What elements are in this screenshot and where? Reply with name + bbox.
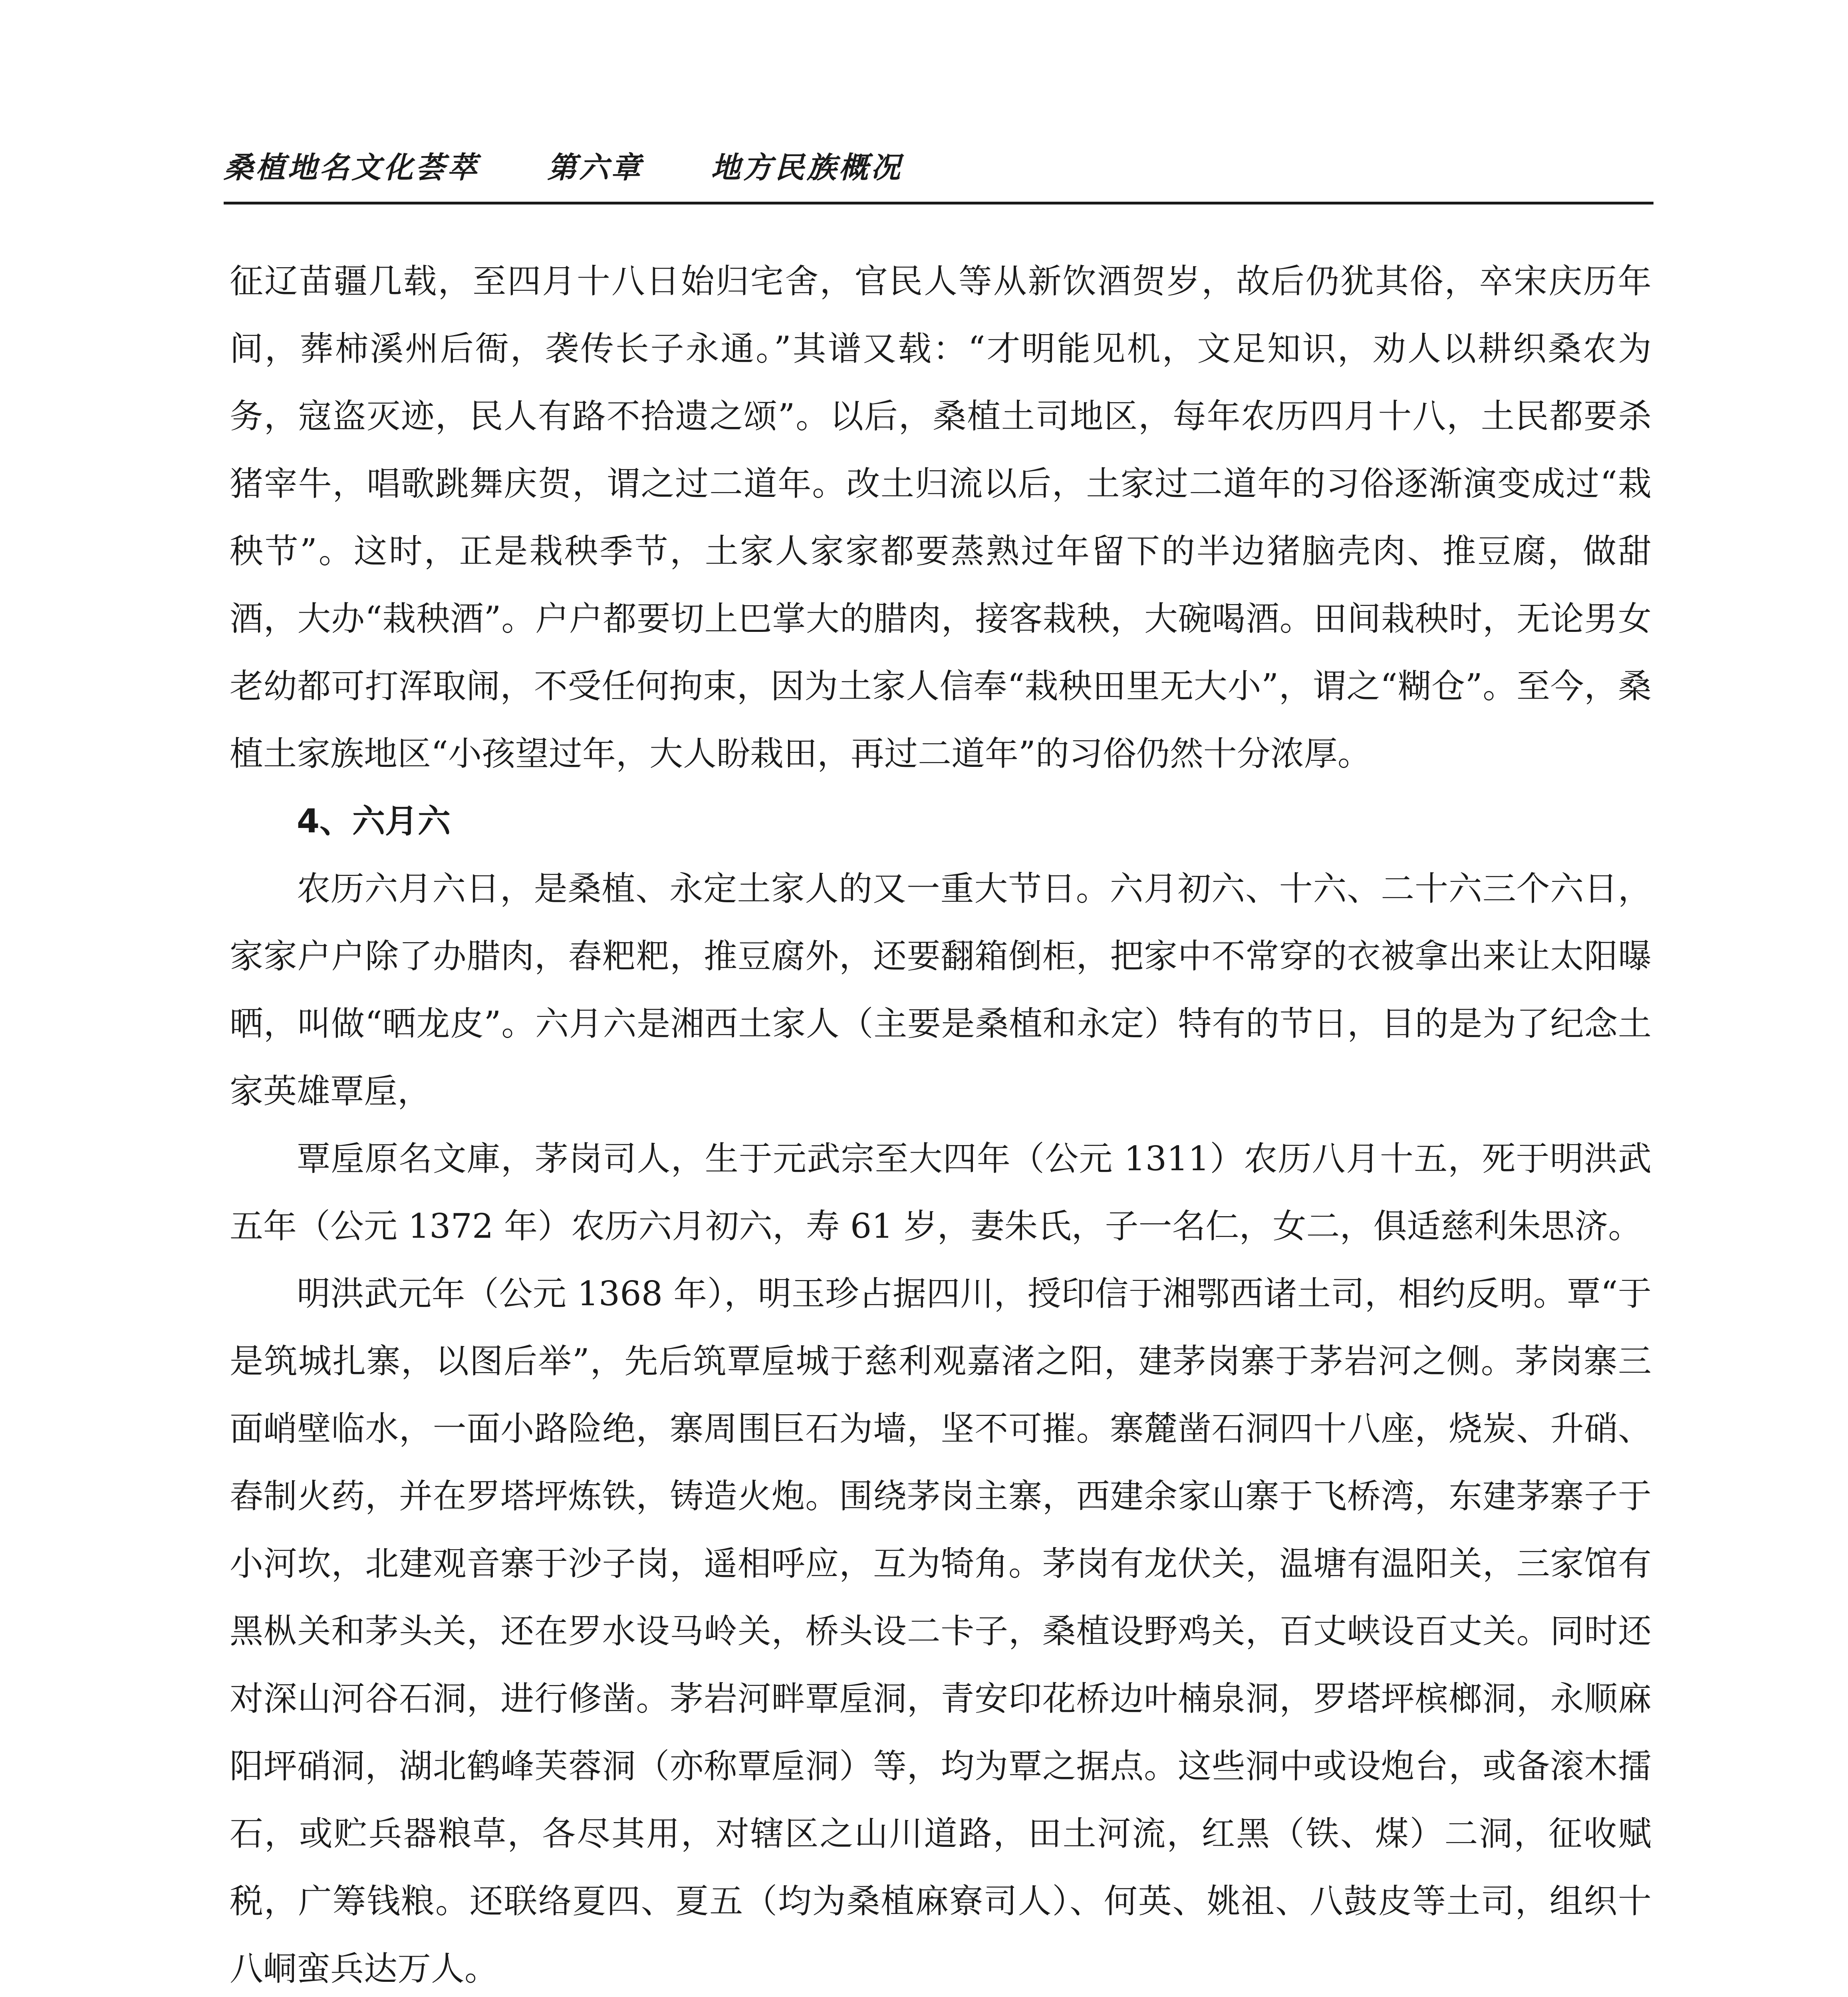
header-chapter-title: 地方民族概况 bbox=[711, 151, 903, 185]
section-heading: 4、六月六 bbox=[297, 802, 451, 840]
running-header bbox=[224, 148, 1653, 188]
body-text bbox=[230, 248, 1651, 1997]
paragraph-continued: 征辽苗疆几载，至四月十八日始归宅舍，官民人等从新饮酒贺岁，故后仍犹其俗，卒宋庆历年间，葬柿溪州后衙，袭传长子永通。”其谱又载：“才明能见机，文足知识，劝人以耕织桑农为务，寇盗灭迹，民人有路不拾遗之颂”。以后，桑植土司地区，每年农历四月十八，土民都要杀猪宰牛，唱歌跳舞庆贺，谓之过二道年。改土归流以后，土家过二道年的习俗逐渐演变成过“栽秧节”。这时，正是栽秧季节，土家人家家都要蒸熟过年留下的半边猪脑壳肉、推豆腐，做甜酒，大办“栽秧酒”。户户都要切上巴掌大的腊肉，接客栽秧，大碗喝酒。田间栽秧时，无论男女老幼都可打浑取闹，不受任何拘束，因为土家人信奉“栽秧田里无大小”，谓之“糊仓”。至今，桑植土家族地区“小孩望过年，大人盼栽田，再过二道年”的习俗仍然十分浓厚。 bbox=[230, 262, 1651, 773]
paragraph: 明洪武元年（公元 1368 年），明玉珍占据四川，授印信于湘鄂西诸土司，相约反明。覃“于是筑城扎寨，以图后举”，先后筑覃垕城于慈利观嘉渚之阳，建茅岗寨于茅岩河之侧。茅岗寨三面峭壁临水，一面小路险绝，寨周围巨石为墙，坚不可摧。寨麓凿石洞四十八座，烧炭、升硝、舂制火药，并在罗塔坪炼铁，铸造火炮。围绕茅岗主寨，西建余家山寨于飞桥湾，东建茅寨子于小河坎，北建观音寨于沙子岗，遥相呼应，互为犄角。茅岗有龙伏关，温塘有温阳关，三家馆有黑枞关和茅头关，还在罗水设马岭关，桥头设二卡子，桑植设野鸡关，百丈峡设百丈关。同时还对深山河谷石洞，进行修凿。茅岩河畔覃垕洞，青安印花桥边叶楠泉洞，罗塔坪槟榔洞，永顺麻阳坪硝洞，湖北鹤峰芙蓉洞（亦称覃垕洞）等，均为覃之据点。这些洞中或设炮台，或备滚木擂石，或贮兵器粮草，各尽其用，对辖区之山川道路，田土河流，红黑（铁、煤）二洞，征收赋税，广筹钱粮。还联络夏四、夏五（均为桑植麻寮司人）、何英、姚祖、八鼓皮等土司，组织十八峒蛮兵达万人。 bbox=[230, 1274, 1651, 1988]
paragraph: 农历六月六日，是桑植、永定土家人的又一重大节日。六月初六、十六、二十六三个六日，家家户户除了办腊肉，舂粑粑，推豆腐外，还要翻箱倒柜，把家中不常穿的衣被拿出来让太阳曝晒，叫做“晒龙皮”。六月六是湘西土家人（主要是桑植和永定）特有的节日，目的是为了纪念土家英雄覃垕， bbox=[230, 869, 1651, 1111]
header-chapter-number: 第六章 bbox=[547, 151, 643, 185]
paragraph: 覃垕原名文庫，茅岗司人，生于元武宗至大四年（公元 1311）农历八月十五，死于明洪武五年（公元 1372 年）农历六月初六，寿 61 岁，妻朱氏，子一名仁，女二，俱适慈利朱思济。 bbox=[230, 1139, 1651, 1246]
header-book-title: 桑植地名文化荟萃 bbox=[224, 151, 479, 185]
header-rule bbox=[224, 202, 1653, 204]
